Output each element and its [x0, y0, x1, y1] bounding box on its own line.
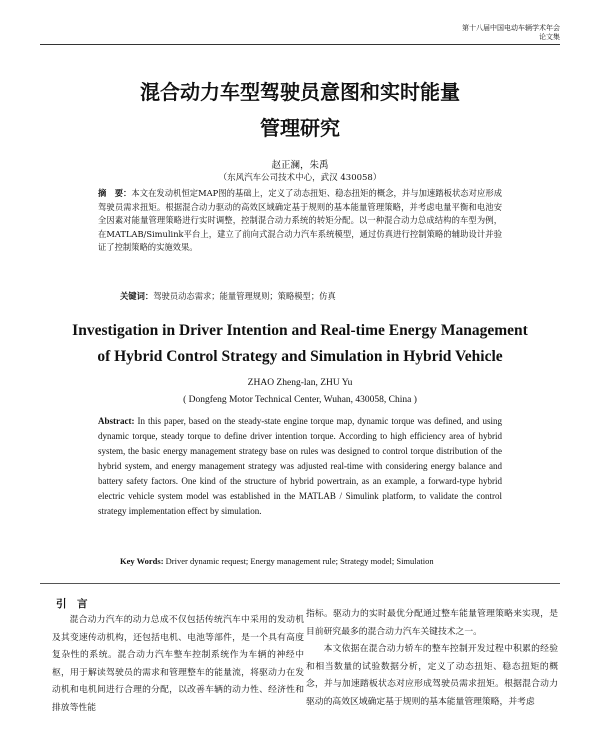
conference-name: 第十八届中国电动车辆学术年会	[462, 24, 560, 32]
intro-paragraph-2: 本文依据在混合动力轿车的整车控制开发过程中积累的经验和相当数量的试验数据分析，定义了动态扭矩、稳态扭矩的概念，并与加速踏板状态对应形成驾驶员需求扭矩。根据混合动力驱动的高效区域确定基于规则的基本能量管理策略，并考虑	[306, 644, 558, 707]
title-cn-line2: 管理研究	[260, 116, 340, 140]
title-cn-line1: 混合动力车型驾驶员意图和实时能量	[140, 80, 460, 104]
intro-paragraph-1-cont: 指标。驱动力的实时最优分配通过整车能量管理策略来实现，是目前研究最多的混合动力汽车关键技术之一。	[306, 609, 558, 637]
authors-en: ZHAO Zheng-lan, ZHU Yu	[247, 378, 353, 388]
affiliation-en: ( Dongfeng Motor Technical Center, Wuhan, 430058, China )	[183, 395, 417, 405]
keywords-en-label: Key Words:	[120, 556, 164, 566]
keywords-en	[120, 556, 502, 566]
intro-paragraph-1: 混合动力汽车的动力总成不仅包括传统汽车中采用的发动机及其变速传动机构，还包括电机、电池等部件，是一个具有高度复杂性的系统。混合动力汽车整车控制系统作为车辆的神经中枢，用于解读驾驶员的需求和管理整车的能量流，将驱动力在发动机和电机间进行合理的分配，以改善车辆的动力性、经济性和排放等性能	[52, 615, 304, 713]
conference-subtitle: 论文集	[539, 33, 560, 41]
title-en-line2: of Hybrid Control Strategy and Simulation in Hybrid Vehicle	[97, 348, 503, 365]
keywords-cn	[120, 290, 502, 302]
abstract-cn-text: 本文在发动机恒定MAP图的基础上，定义了动态扭矩、稳态扭矩的概念，并与加速踏板状态对应形成驾驶员需求扭矩。根据混合动力驱动的高效区域确定基于规则的基本能量管理策略，并考虑电量平衡和电池安全因素对能量管理策略进行实时调整，控制混合动力系统的转矩分配。以一种混合动力总成结构的车型为例，在MATLAB/Simulink平台上，建立了前向式混合动力汽车系统模型，通过仿真进行控制策略的辅助设计并验证了控制策略的实施效果。	[98, 188, 502, 252]
section-divider	[40, 583, 560, 584]
header-rule	[40, 44, 560, 45]
keywords-cn-label: 关键词：	[120, 291, 154, 301]
title-en-line1: Investigation in Driver Intention and Real-time Energy Management	[72, 322, 528, 339]
intro-heading: 引 言	[56, 598, 88, 610]
abstract-cn	[98, 187, 502, 255]
title-en	[40, 318, 560, 370]
abstract-en-label: Abstract:	[98, 416, 135, 426]
abstract-en	[98, 414, 502, 519]
keywords-en-text: Driver dynamic request; Energy management rule; Strategy model; Simulation	[165, 556, 434, 566]
authors-cn: 赵正澜，朱禹	[271, 160, 329, 171]
body-left-column	[52, 612, 304, 717]
title-cn	[40, 74, 560, 146]
abstract-cn-label: 摘 要：	[98, 188, 132, 198]
conference-header	[462, 24, 560, 42]
abstract-en-text: In this paper, based on the steady-state engine torque map, dynamic torque was defined, and using dynamic torque, steady torque to define driver intention torque. According to high efficiency area of hybrid system, the basic energy management strategy base on rules was designed to control torque distribution of the hybrid system, and energy management strategy was adjusted real-time with considering energy balance and battery safety factors. One kind of the structure of hybrid powertrain, as an example, a forward-type hybrid electric vehicle system model was established in the MATLAB / Simulink platform, to validate the control strategy implementation effect by simulation.	[98, 416, 502, 516]
body-right-column	[306, 606, 558, 711]
affiliation-cn: （东风汽车公司技术中心，武汉 430058）	[218, 173, 382, 183]
keywords-cn-text: 驾驶员动态需求；能量管理规则；策略模型；仿真	[153, 291, 336, 301]
